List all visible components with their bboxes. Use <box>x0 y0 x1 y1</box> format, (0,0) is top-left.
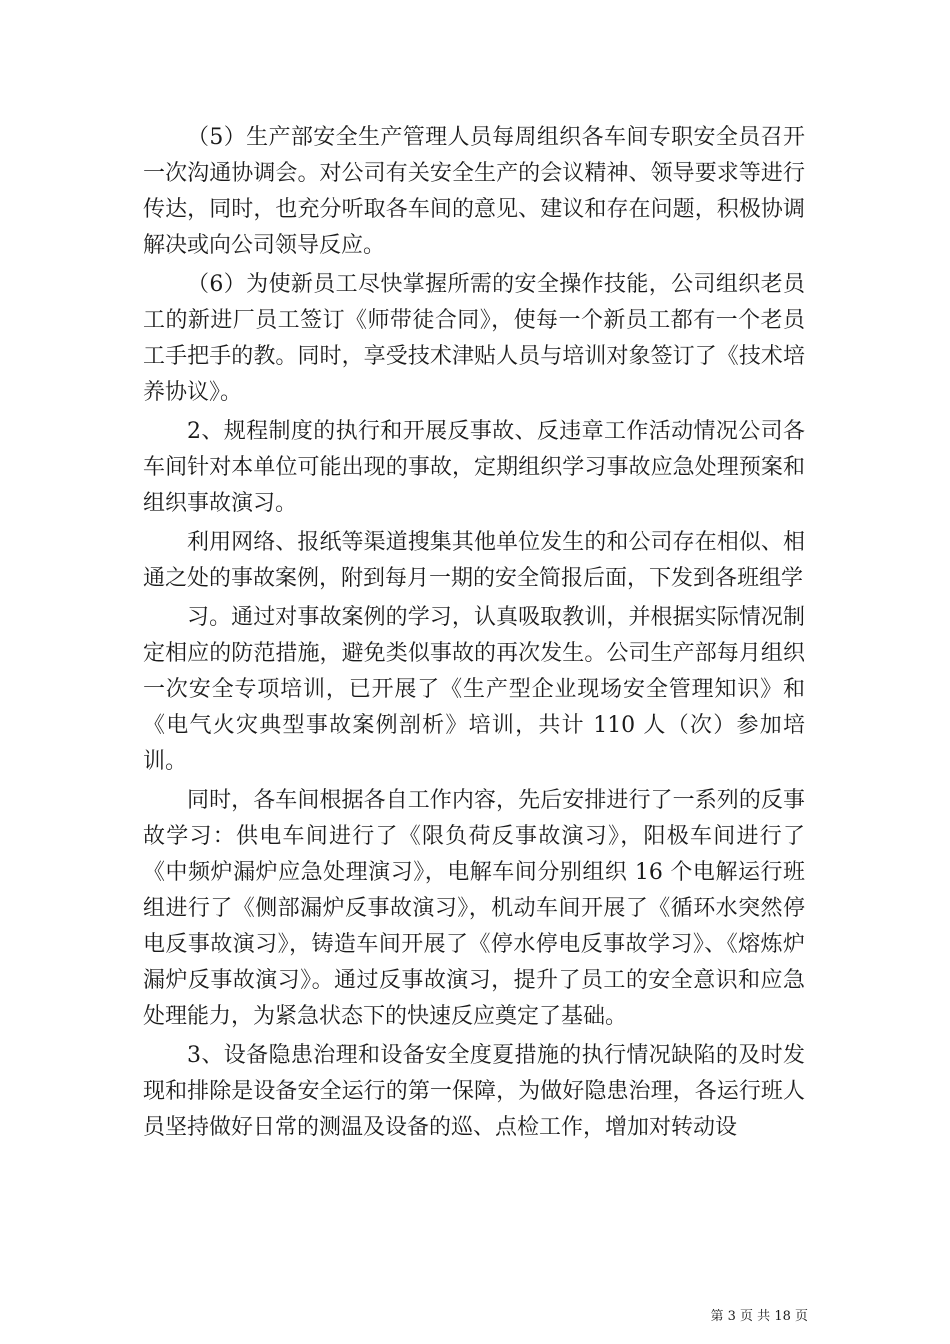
paragraph: 同时，各车间根据各自工作内容，先后安排进行了一系列的反事故学习：供电车间进行了《限负荷反事故演习》，阳极车间进行了《中频炉漏炉应急处理演习》，电解车间分别组织 16 个电解运行班组进行了《侧部漏炉反事故演习》，机动车间开展了《循环水突然停电反事故演习》，铸造车间开展了《停水停电反事故学习》、《熔炼炉漏炉反事故演习》。通过反事故演习，提升了员工的安全意识和应急处理能力，为紧急状态下的快速反应奠定了基础。 <box>143 788 805 1029</box>
paragraph: 2、规程制度的执行和开展反事故、反违章工作活动情况公司各车间针对本单位可能出现的事故，定期组织学习事故应急处理预案和组织事故演习。 <box>143 419 805 516</box>
paragraph: （5）生产部安全生产管理人员每周组织各车间专职安全员召开一次沟通协调会。对公司有关安全生产的会议精神、领导要求等进行传达，同时，也充分听取各车间的意见、建议和存在问题，积极协调解决或向公司领导反应。 <box>143 125 805 258</box>
document-body <box>143 120 805 1149</box>
paragraph: 3、设备隐患治理和设备安全度夏措施的执行情况缺陷的及时发现和排除是设备安全运行的第一保障，为做好隐患治理，各运行班人员坚持做好日常的测温及设备的巡、点检工作，增加对转动设 <box>143 1043 805 1140</box>
paragraph: 习。通过对事故案例的学习，认真吸取教训，并根据实际情况制定相应的防范措施，避免类似事故的再次发生。公司生产部每月组织一次安全专项培训，已开展了《生产型企业现场安全管理知识》和《电气火灾典型事故案例剖析》培训，共计 110 人（次）参加培训。 <box>143 605 805 774</box>
page-number-footer: 第 3 页 共 18 页 <box>710 1309 808 1324</box>
paragraph: （6）为使新员工尽快掌握所需的安全操作技能，公司组织老员工的新进厂员工签订《师带徒合同》，使每一个新员工都有一个老员工手把手的教。同时，享受技术津贴人员与培训对象签订了《技术培养协议》。 <box>143 272 805 405</box>
paragraph: 利用网络、报纸等渠道搜集其他单位发生的和公司存在相似、相通之处的事故案例，附到每月一期的安全简报后面，下发到各班组学 <box>143 530 805 591</box>
